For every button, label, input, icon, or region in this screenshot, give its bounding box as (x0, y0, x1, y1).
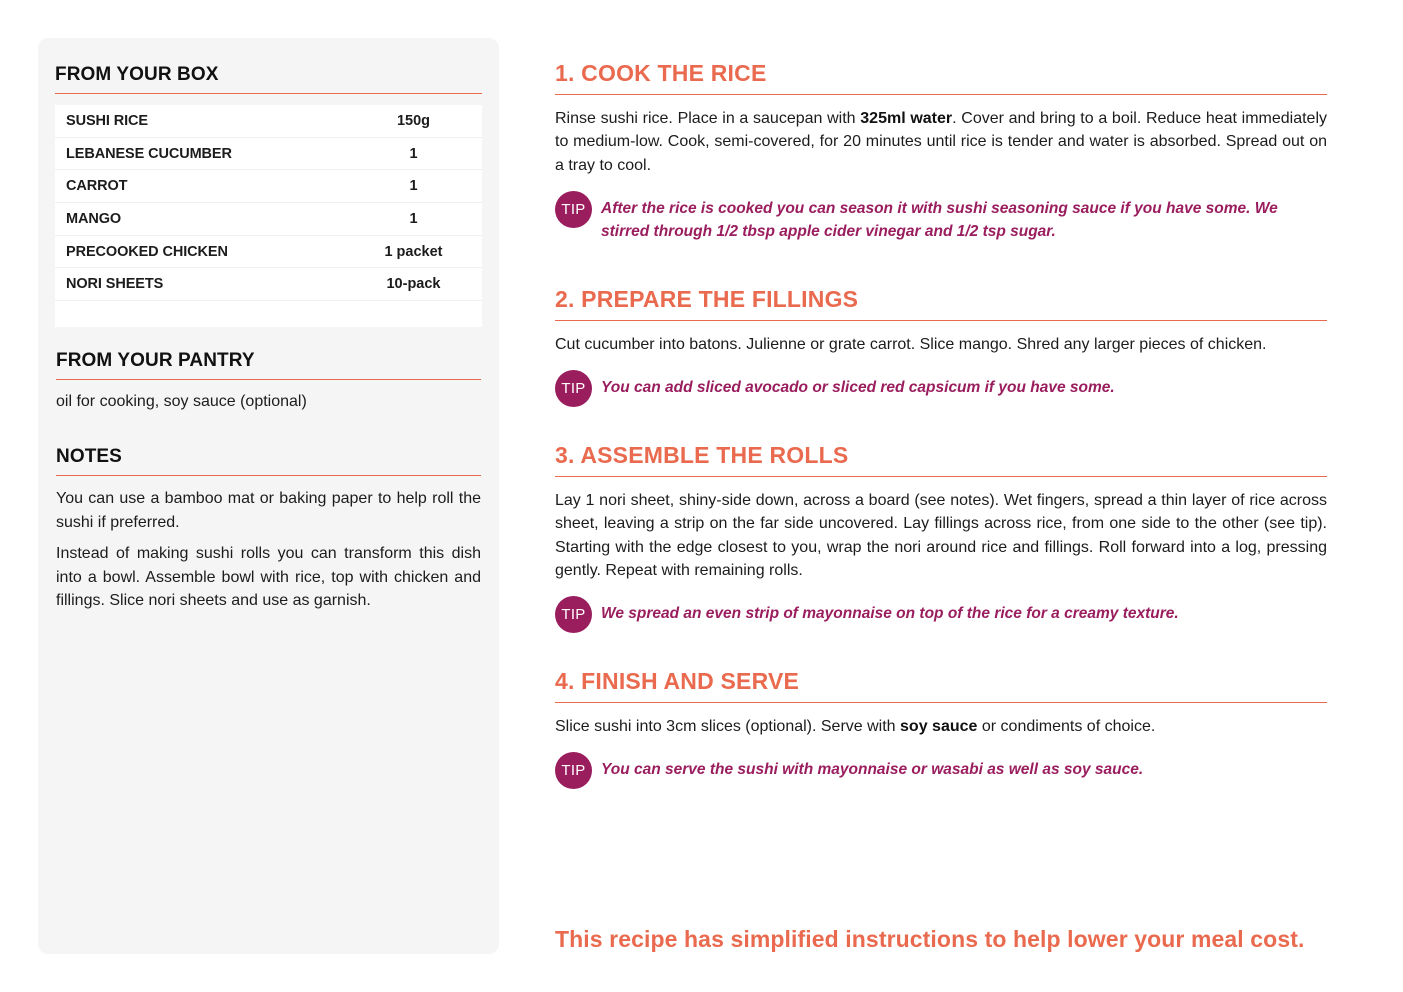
ingredient-name: NORI SHEETS (66, 276, 164, 293)
tip-text: You can serve the sushi with mayonnaise or wasabi as well as soy sauce. (601, 761, 1144, 779)
tip-text: After the rice is cooked you can season it with sushi seasoning sauce if you have some. We stirred through 1/2 tbsp apple cider vinegar and 1/2 tsp sugar. (601, 199, 1278, 241)
table-row (55, 170, 482, 203)
step-title: 1. COOK THE RICE (555, 60, 1327, 95)
footer-note: This recipe has simplified instructions to help lower your meal cost. (555, 926, 1305, 952)
step-title: 2. PREPARE THE FILLINGS (555, 286, 1327, 321)
ingredient-qty: 1 (409, 178, 418, 195)
table-row (55, 236, 482, 269)
table-row (55, 138, 482, 171)
ingredient-qty: 1 (409, 210, 418, 227)
tip-text: You can add sliced avocado or sliced red capsicum if you have some. (601, 379, 1115, 397)
tip (555, 191, 1327, 244)
step-finish-serve (555, 668, 1327, 788)
ingredient-name: PRECOOKED CHICKEN (66, 243, 228, 260)
ingredient-qty: 10-pack (386, 276, 441, 293)
tip (555, 752, 1327, 788)
step-text-bold: 325ml water (860, 110, 953, 127)
ingredient-name: MANGO (66, 210, 122, 227)
ingredient-qty: 1 packet (384, 243, 443, 260)
step-text-bold: soy sauce (900, 718, 978, 735)
step-text: or condiments of choice. (977, 718, 1156, 735)
step-prepare-fillings (555, 286, 1327, 406)
step-text: . Cover and bring to a boil. Reduce heat immediately to medium-low. Cook, semi-covered, for 20 minutes until rice is tender and water is absorbed. Spread out on a tray to cool. (555, 110, 1328, 174)
step-body (555, 715, 1327, 738)
step-text: Rinse sushi rice. Place in a saucepan with (555, 110, 861, 127)
step-body (555, 107, 1327, 177)
ingredient-name: CARROT (66, 178, 128, 195)
step-title: 4. FINISH AND SERVE (555, 668, 1327, 703)
table-row (55, 203, 482, 236)
tip-badge: TIP (555, 370, 592, 407)
tip-text: We spread an even strip of mayonnaise on top of the rice for a creamy texture. (601, 605, 1179, 623)
ingredient-qty: 150g (396, 112, 431, 129)
step-assemble-rolls (555, 442, 1327, 632)
tip-badge: TIP (555, 596, 592, 633)
ingredient-qty: 1 (409, 145, 418, 162)
step-cook-rice (555, 60, 1327, 243)
step-title: 3. ASSEMBLE THE ROLLS (555, 442, 1327, 477)
notes-body (56, 487, 481, 621)
table-row (55, 105, 482, 138)
from-your-box-heading: FROM YOUR BOX (55, 64, 482, 94)
ingredient-name: LEBANESE CUCUMBER (66, 145, 232, 162)
ingredients-sidebar (38, 38, 499, 954)
tip-badge: TIP (555, 191, 592, 228)
table-row (55, 268, 482, 301)
pantry-text: oil for cooking, soy sauce (optional) (56, 393, 307, 410)
tip-badge: TIP (555, 752, 592, 789)
ingredient-name: SUSHI RICE (66, 112, 148, 129)
note-paragraph: You can use a bamboo mat or baking paper to help roll the sushi if preferred. (56, 490, 481, 531)
ingredients-table (55, 105, 482, 327)
step-body: Lay 1 nori sheet, shiny-side down, across a board (see notes). Wet fingers, spread a thin layer of rice across sheet, leaving a strip on the far side uncovered. Lay fillings across rice, from one side to the other (see tip). Starting with the edge closest to you, wrap the nori around rice and fillings. Roll forward into a log, pressing gently. Repeat with remaining rolls. (555, 492, 1327, 579)
tip (555, 370, 1327, 406)
step-body: Cut cucumber into batons. Julienne or grate carrot. Slice mango. Shred any larger pieces of chicken. (555, 336, 1267, 353)
notes-heading: NOTES (56, 446, 481, 476)
step-text: Slice sushi into 3cm slices (optional). Serve with (555, 718, 901, 735)
from-your-pantry-heading: FROM YOUR PANTRY (56, 350, 481, 380)
note-paragraph: Instead of making sushi rolls you can transform this dish into a bowl. Assemble bowl with rice, top with chicken and fillings. Slice nori sheets and use as garnish. (56, 545, 481, 609)
tip (555, 596, 1327, 632)
